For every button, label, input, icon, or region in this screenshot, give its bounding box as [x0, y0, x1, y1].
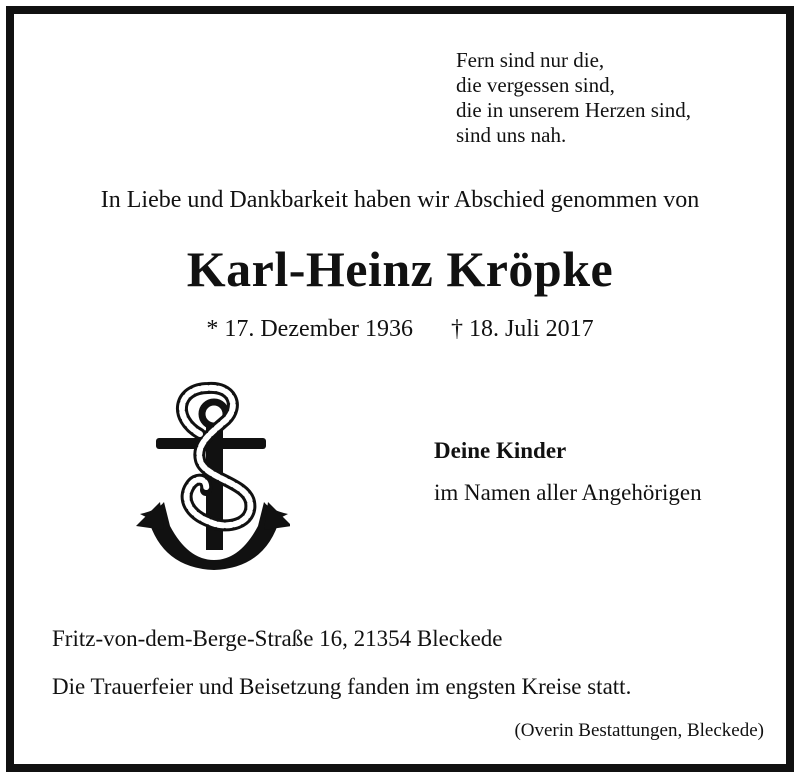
poem-line: sind uns nah.	[456, 123, 567, 147]
address: Fritz-von-dem-Berge-Straße 16, 21354 Bleckede	[52, 626, 503, 651]
ceremony-note: Die Trauerfeier und Beisetzung fanden im engsten Kreise statt.	[52, 674, 632, 699]
intro-text: In Liebe und Dankbarkeit haben wir Abschied genommen von	[100, 187, 700, 213]
life-dates	[14, 316, 786, 343]
undertaker: (Overin Bestattungen, Bleckede)	[514, 720, 764, 741]
obituary-frame	[6, 6, 794, 772]
poem-line: die vergessen sind,	[456, 73, 615, 97]
signers-relatives: im Namen aller Angehörigen	[434, 480, 702, 505]
death-date: † 18. Juli 2017	[450, 316, 594, 342]
birth-date: * 17. Dezember 1936	[206, 316, 413, 342]
poem-line: die in unserem Herzen sind,	[456, 98, 692, 122]
anchor-with-rope-icon	[130, 374, 290, 574]
signers	[434, 438, 702, 506]
deceased-name: Karl-Heinz Kröpke	[186, 241, 614, 297]
signers-family: Deine Kinder	[434, 438, 567, 463]
poem	[456, 48, 691, 148]
poem-line: Fern sind nur die,	[456, 48, 605, 72]
